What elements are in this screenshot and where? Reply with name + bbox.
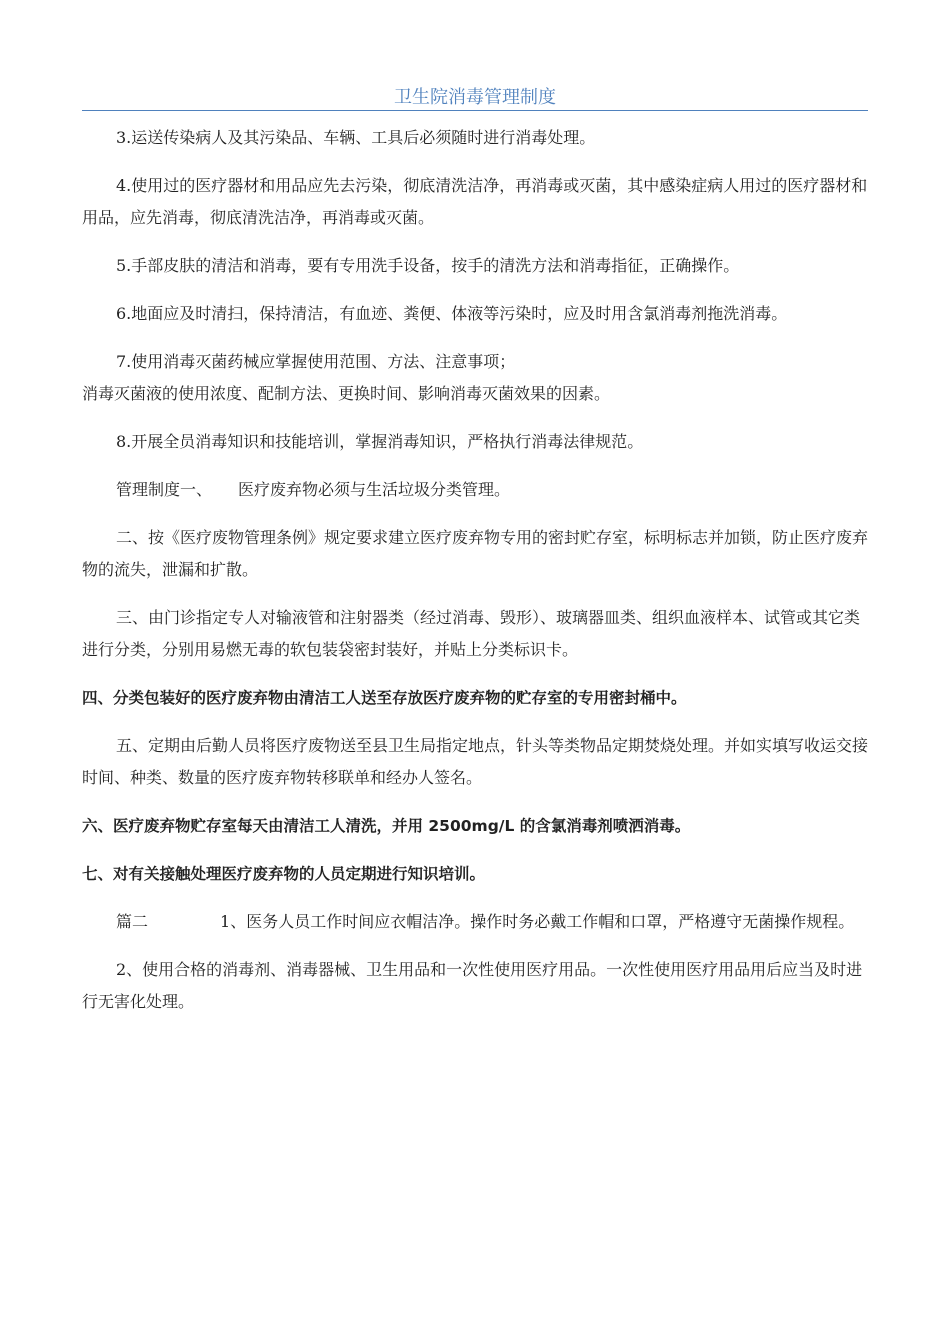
paragraph-section2-item-1 — [82, 906, 868, 938]
paragraph-item-3: 3.运送传染病人及其污染品、车辆、工具后必须随时进行消毒处理。 — [116, 128, 596, 147]
paragraph-management-4: 四、分类包装好的医疗废弃物由清洁工人送至存放医疗废弃物的贮存室的专用密封桶中。 — [82, 689, 687, 707]
paragraph-item-4: 4.使用过的医疗器材和用品应先去污染，彻底清洗洁净，再消毒或灭菌，其中感染症病人用过的医疗器材和用品，应先消毒，彻底清洗洁净，再消毒或灭菌。 — [82, 176, 868, 227]
paragraph-management-2: 二、按《医疗废物管理条例》规定要求建立医疗废弃物专用的密封贮存室，标明标志并加锁，防止医疗废弃物的流失，泄漏和扩散。 — [82, 528, 869, 579]
document-body — [82, 122, 868, 1018]
management-label: 管理制度一、 — [116, 480, 213, 499]
page-title: 卫生院消毒管理制度 — [394, 87, 556, 108]
paragraph-management-5: 五、定期由后勤人员将医疗废物送至县卫生局指定地点，针头等类物品定期焚烧处理。并如实填写收运交接时间、种类、数量的医疗废弃物转移联单和经办人签名。 — [82, 736, 869, 787]
paragraph-item-8: 8.开展全员消毒知识和技能培训，掌握消毒知识，严格执行消毒法律规范。 — [116, 432, 644, 451]
paragraph-item-7-line2: 消毒灭菌液的使用浓度、配制方法、更换时间、影响消毒灭菌效果的因素。 — [82, 384, 611, 403]
paragraph-management-6: 六、医疗废弃物贮存室每天由清洁工人清洗，并用 2500mg/L 的含氯消毒剂喷洒消毒。 — [82, 817, 691, 835]
page-header — [82, 80, 868, 111]
paragraph-management-3: 三、由门诊指定专人对输液管和注射器类（经过消毒、毁形）、玻璃器皿类、组织血液样本、试管或其它类进行分类，分别用易燃无毒的软包装袋密封装好，并贴上分类标识卡。 — [82, 608, 861, 659]
section2-item-1-text: 1、医务人员工作时间应衣帽洁净。操作时务必戴工作帽和口罩，严格遵守无菌操作规程。 — [220, 912, 855, 931]
paragraph-section2-item-2: 2、使用合格的消毒剂、消毒器械、卫生用品和一次性使用医疗用品。一次性使用医疗用品用后应当及时进行无害化处理。 — [82, 960, 863, 1011]
paragraph-management-7: 七、对有关接触处理医疗废弃物的人员定期进行知识培训。 — [82, 865, 486, 883]
section2-label: 篇二 — [116, 912, 149, 931]
paragraph-item-6: 6.地面应及时清扫，保持清洁，有血迹、粪便、体液等污染时，应及时用含氯消毒剂拖洗消毒。 — [116, 304, 788, 323]
paragraph-item-5: 5.手部皮肤的清洁和消毒，要有专用洗手设备，按手的清洗方法和消毒指征，正确操作。 — [116, 256, 740, 275]
management-1-text: 医疗废弃物必须与生活垃圾分类管理。 — [238, 480, 511, 499]
paragraph-item-7-line1: 7.使用消毒灭菌药械应掌握使用范围、方法、注意事项； — [116, 352, 516, 371]
paragraph-management-1 — [82, 474, 868, 506]
